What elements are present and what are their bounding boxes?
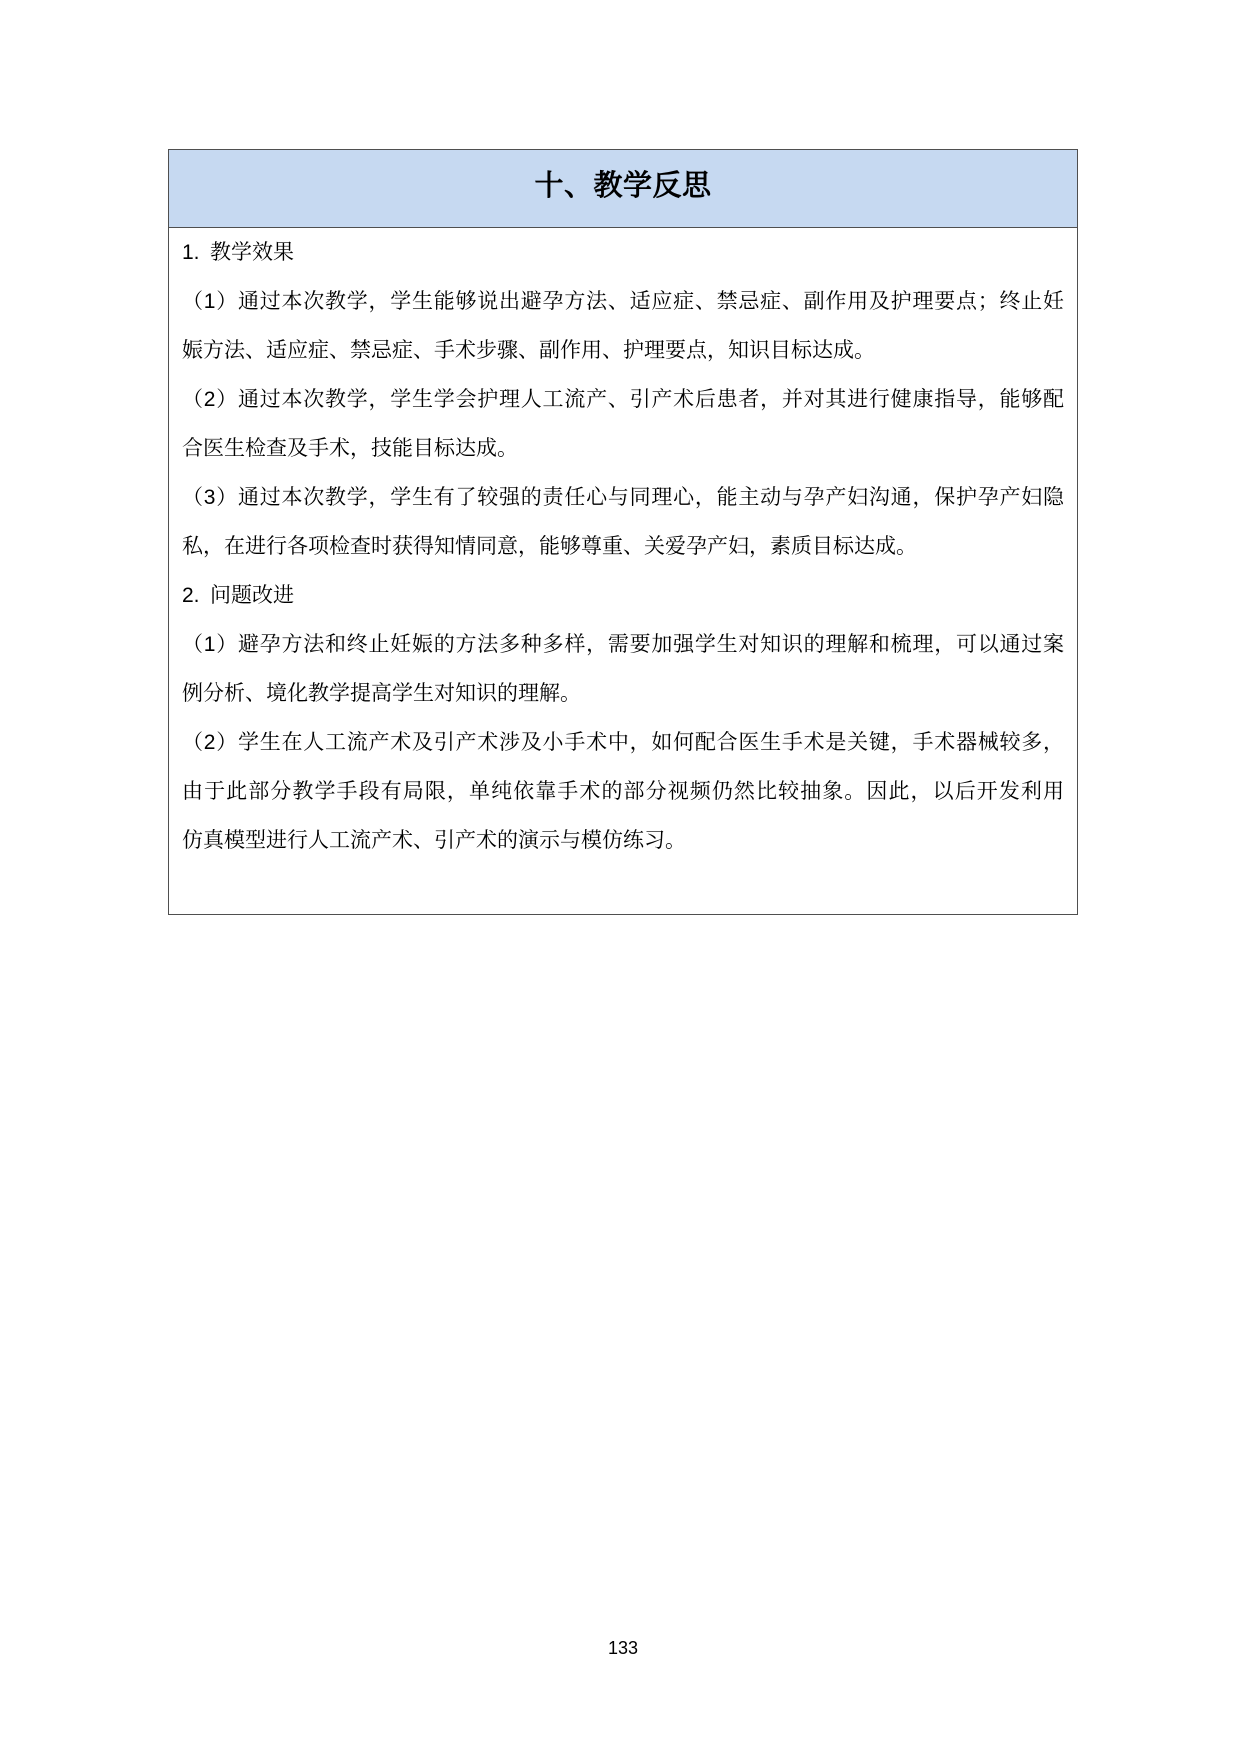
subsection-title: 教学效果	[210, 241, 294, 264]
paragraph	[182, 620, 1064, 718]
blank-line	[182, 865, 1064, 914]
paragraph-line: 仿真模型进行人工流产术、引产术的演示与模仿练习。	[182, 829, 686, 852]
paragraph	[182, 718, 1064, 865]
paragraph-line: （2）通过本次教学，学生学会护理人工流产、引产术后患者，并对其进行健康指导，能够配	[182, 388, 1064, 411]
paragraph-line: 合医生检查及手术，技能目标达成。	[182, 437, 518, 460]
section-header	[169, 150, 1077, 228]
paragraph	[182, 277, 1064, 375]
subsection-title: 问题改进	[210, 584, 294, 607]
paragraph	[182, 375, 1064, 473]
paragraph	[182, 473, 1064, 571]
paragraph-line: （2）学生在人工流产术及引产术涉及小手术中，如何配合医生手术是关键，手术器械较多，	[182, 731, 1064, 754]
paragraph-line: （1）通过本次教学，学生能够说出避孕方法、适应症、禁忌症、副作用及护理要点；终止妊	[182, 290, 1064, 313]
section-title: 十、教学反思	[534, 170, 712, 202]
subsection-heading	[182, 228, 1064, 277]
paragraph-line: 由于此部分教学手段有局限，单纯依靠手术的部分视频仍然比较抽象。因此，以后开发利用	[182, 780, 1064, 803]
subsection-number: 2.	[182, 584, 200, 607]
paragraph-line: （3）通过本次教学，学生有了较强的责任心与同理心，能主动与孕产妇沟通，保护孕产妇隐	[182, 486, 1064, 509]
paragraph-line: 例分析、境化教学提高学生对知识的理解。	[182, 682, 581, 705]
page-number: 133	[607, 1638, 639, 1658]
paragraph-line: 私，在进行各项检查时获得知情同意，能够尊重、关爱孕产妇，素质目标达成。	[182, 535, 917, 558]
subsection-number: 1.	[182, 241, 200, 264]
paragraph-line: （1）避孕方法和终止妊娠的方法多种多样，需要加强学生对知识的理解和梳理，可以通过案	[182, 633, 1064, 656]
section-body	[169, 228, 1077, 914]
subsection-heading	[182, 571, 1064, 620]
reflection-table	[168, 149, 1078, 915]
paragraph-line: 娠方法、适应症、禁忌症、手术步骤、副作用、护理要点，知识目标达成。	[182, 339, 875, 362]
